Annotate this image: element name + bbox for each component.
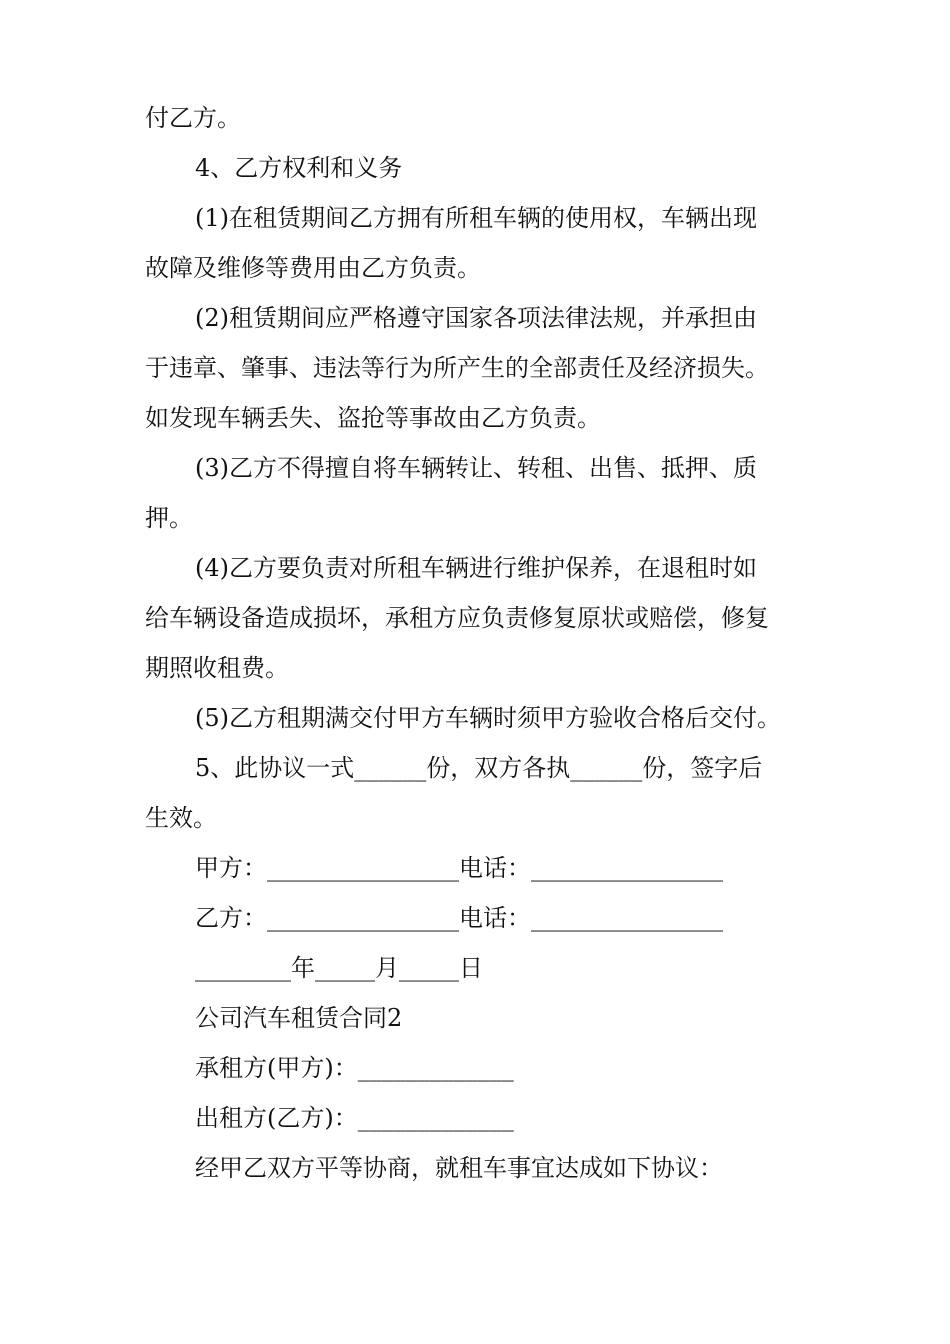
date-line: ________年_____月_____日 <box>195 954 483 982</box>
text-line: (3)乙方不得擅自将车辆转让、转租、出售、抵押、质 <box>195 454 757 482</box>
text-line: 如发现车辆丢失、盗抢等事故由乙方负责。 <box>145 404 601 432</box>
text-line: 于违章、肇事、违法等行为所产生的全部责任及经济损失。 <box>145 354 769 382</box>
signature-line-party-a: 甲方：________________电话：________________ <box>195 854 723 882</box>
text-line: 5、此协议一式______份，双方各执______份，签字后 <box>195 754 763 782</box>
text-line: (1)在租赁期间乙方拥有所租车辆的使用权，车辆出现 <box>195 204 757 232</box>
text-line: 生效。 <box>145 804 217 832</box>
text-line: (4)乙方要负责对所租车辆进行维护保养，在退租时如 <box>195 554 757 582</box>
text-line: 经甲乙双方平等协商，就租车事宜达成如下协议： <box>195 1154 723 1182</box>
lessee-line: 承租方(甲方)：_____________ <box>195 1054 514 1082</box>
section-heading: 4、乙方权利和义务 <box>195 154 403 182</box>
text-line: 故障及维修等费用由乙方负责。 <box>145 254 481 282</box>
contract-title: 公司汽车租赁合同2 <box>195 1004 403 1032</box>
text-line: (5)乙方租期满交付甲方车辆时须甲方验收合格后交付。 <box>195 704 781 732</box>
text-line: 付乙方。 <box>145 104 241 132</box>
text-line: (2)租赁期间应严格遵守国家各项法律法规，并承担由 <box>195 304 757 332</box>
text-line: 给车辆设备造成损坏，承租方应负责修复原状或赔偿，修复 <box>145 604 769 632</box>
text-line: 押。 <box>145 504 193 532</box>
text-line: 期照收租费。 <box>145 654 289 682</box>
lessor-line: 出租方(乙方)：_____________ <box>195 1104 514 1132</box>
signature-line-party-b: 乙方：________________电话：________________ <box>195 904 723 932</box>
